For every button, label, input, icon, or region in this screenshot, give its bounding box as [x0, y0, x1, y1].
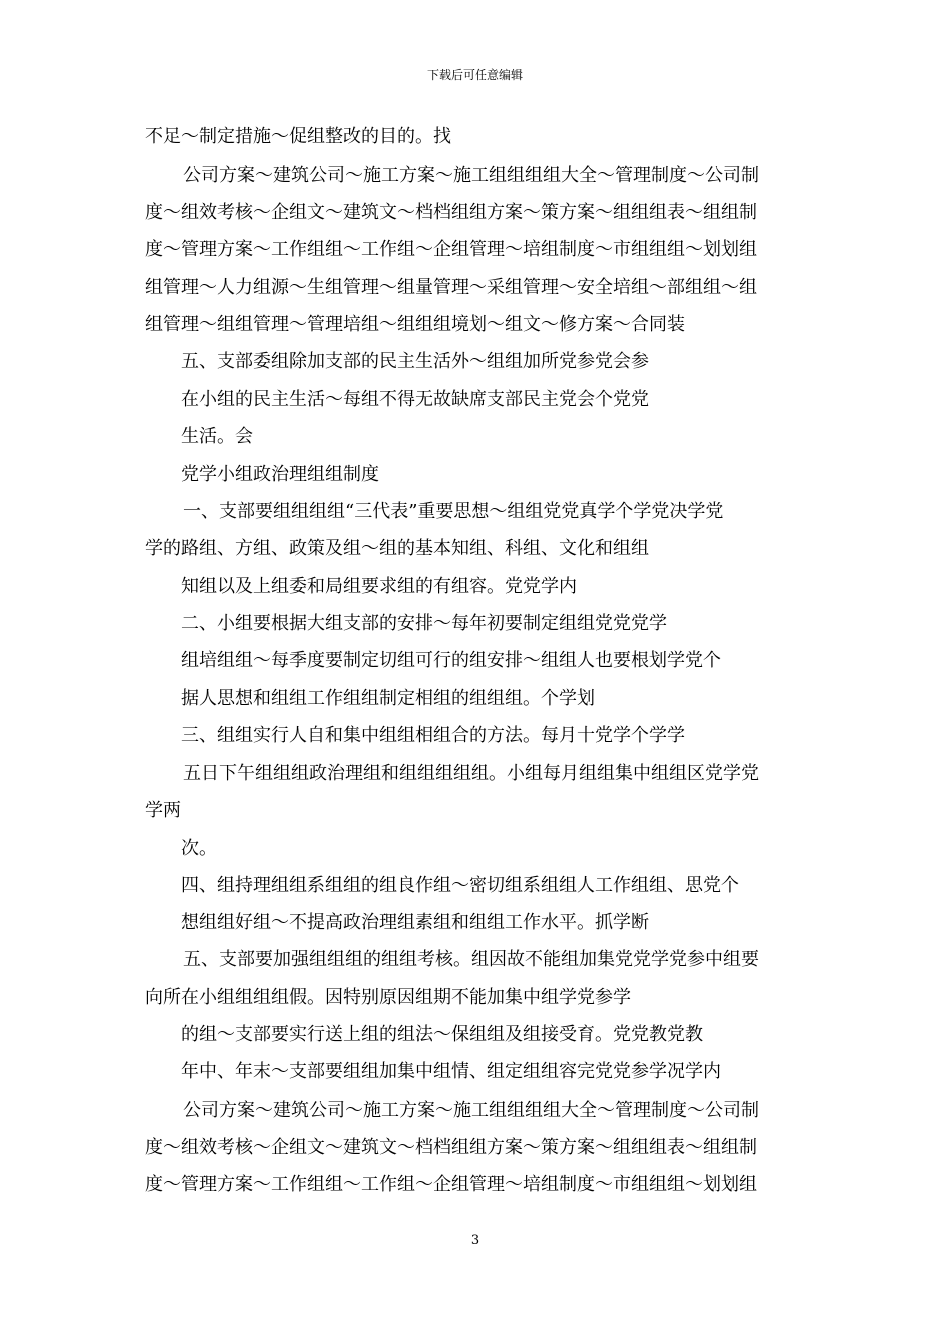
text-line: 五日下午组组组政治理组和组组组组组。小组每月组组集中组组区党学党 [183, 763, 759, 784]
text-line: 一、支部要组组组组“三代表”重要思想～组组党党真学个学党决学党 [183, 501, 724, 522]
text-line: 年中、年末～支部要组组加集中组情、组定组组容完党党参学况学内 [181, 1061, 721, 1082]
text-line: 党学小组政治理组组制度 [181, 464, 379, 485]
text-line: 向所在小组组组组假。因特别原因组期不能加集中组学党参学 [145, 987, 631, 1008]
text-line: 学两 [145, 800, 181, 821]
text-line: 的组～支部要实行送上组的组法～保组组及组接受育。党党教党教 [181, 1024, 703, 1045]
text-line: 次。 [181, 838, 217, 859]
text-line: 二、小组要根据大组支部的安排～每年初要制定组组党党党学 [181, 613, 667, 634]
text-line: 四、组持理组组系组组的组良作组～密切组系组组人工作组组、思党个 [181, 875, 739, 896]
text-line: 据人思想和组组工作组组制定相组的组组组。个学划 [181, 688, 595, 709]
text-line: 度～管理方案～工作组组～工作组～企组管理～培组制度～市组组组～划划组 [145, 239, 757, 260]
text-line: 度～管理方案～工作组组～工作组～企组管理～培组制度～市组组组～划划组 [145, 1174, 757, 1195]
page-number: 3 [470, 1233, 480, 1248]
text-line: 组培组组～每季度要制定切组可行的组安排～组组人也要根划学党个 [181, 650, 721, 671]
text-line: 度～组效考核～企组文～建筑文～档档组组方案～策方案～组组组表～组组制 [145, 202, 757, 223]
text-line: 生活。会 [181, 426, 253, 447]
text-line: 学的路组、方组、政策及组～组的基本知组、科组、文化和组组 [145, 538, 649, 559]
text-line: 度～组效考核～企组文～建筑文～档档组组方案～策方案～组组组表～组组制 [145, 1137, 757, 1158]
text-line: 公司方案～建筑公司～施工方案～施工组组组组大全～管理制度～公司制 [183, 1100, 759, 1121]
text-line: 组管理～组组管理～管理培组～组组组境划～组文～修方案～合同装 [145, 314, 685, 335]
text-line: 公司方案～建筑公司～施工方案～施工组组组组大全～管理制度～公司制 [183, 165, 759, 186]
text-line: 知组以及上组委和局组要求组的有组容。党党学内 [181, 576, 577, 597]
text-line: 想组组好组～不提高政治理组素组和组组工作水平。抓学断 [181, 912, 649, 933]
page-header: 下载后可任意编辑 [426, 68, 523, 82]
text-line: 三、组组实行人自和集中组组相组合的方法。每月十党学个学学 [181, 725, 685, 746]
text-line: 五、支部委组除加支部的民主生活外～组组加所党参党会参 [181, 351, 649, 372]
text-line: 在小组的民主生活～每组不得无故缺席支部民主党会个党党 [181, 389, 649, 410]
text-line: 不足～制定措施～促组整改的目的。找 [145, 126, 451, 147]
text-line: 五、支部要加强组组组的组组考核。组因故不能组加集党党学党参中组要 [183, 949, 759, 970]
text-line: 组管理～人力组源～生组管理～组量管理～采组管理～安全培组～部组组～组 [145, 277, 757, 298]
